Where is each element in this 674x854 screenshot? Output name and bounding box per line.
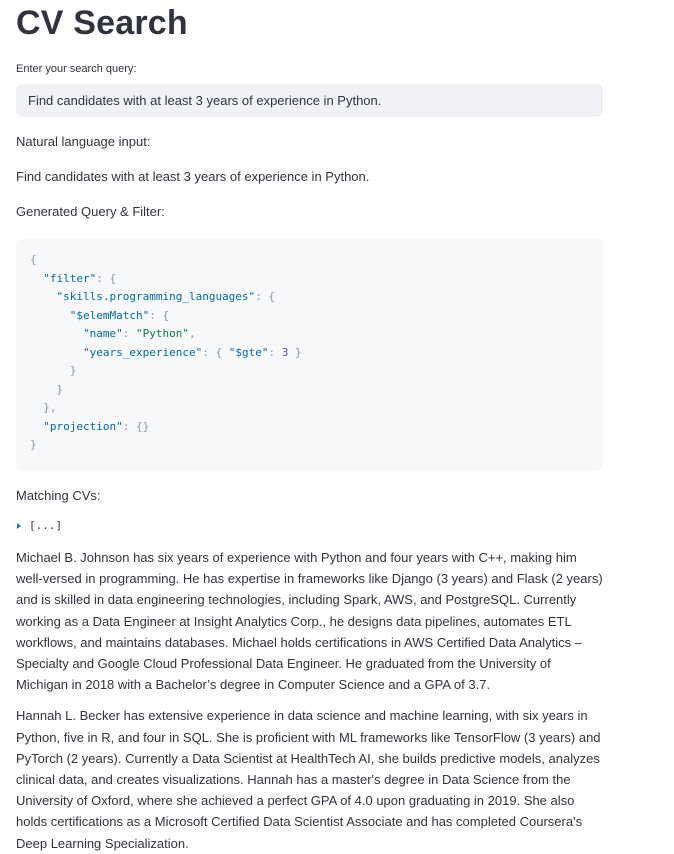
json-key-skills: "skills.programming_languages" [56, 290, 256, 303]
natural-language-text: Find candidates with at least 3 years of experience in Python. [16, 169, 370, 184]
search-query-input[interactable] [16, 84, 603, 117]
cv-summary: Michael B. Johnson has six years of experience with Python and four years with C++, making him well-versed in programming. He has expertise in frameworks like Django (3 years) and Flask (2 years) and is skilled in data engineering technologies, including Spark, AWS, and PostgreSQL. Currently working as a Data Engineer at Insight Analytics Corp., he designs data pipelines, automates ETL workflows, and maintains databases. Michael holds certifications in AWS Certified Data Analytics – Specialty and Google Cloud Professional Data Engineer. He graduated from the University of Michigan in 2018 with a Bachelor’s degree in Computer Science and a GPA of 3.7. [16, 550, 603, 693]
json-key-years: "years_experience" [82, 345, 203, 359]
collapsed-json-text: [...] [29, 519, 63, 532]
matching-cvs-json-expander[interactable] [16, 518, 604, 534]
generated-query-label: Generated Query & Filter: [16, 204, 165, 219]
matching-cvs-label: Matching CVs: [16, 488, 101, 503]
caret-right-icon [17, 523, 21, 529]
json-key-filter: "filter" [43, 271, 97, 285]
main-content [16, 0, 604, 854]
page-title: CV Search [16, 4, 188, 42]
json-value-name: "Python" [135, 327, 189, 340]
generated-query-code-block [16, 239, 603, 471]
generated-query-json: { "filter": { "skills.programming_languages": { "$elemMatch": { "name": "Python", "years_experience": { "$gte": 3 } } } }, "projection": {} } [30, 253, 302, 451]
natural-language-label: Natural language input: [16, 134, 151, 149]
json-key-name: "name" [82, 327, 123, 340]
json-key-projection: "projection" [43, 419, 123, 433]
json-key-elemmatch: "$elemMatch" [69, 308, 150, 322]
json-value-gte: 3 [281, 345, 289, 359]
search-query-label: Enter your search query: [16, 63, 137, 75]
json-key-gte: "$gte" [228, 345, 269, 359]
cv-summary: Hannah L. Becker has extensive experience in data science and machine learning, with six years in Python, five in R, and four in SQL. She is proficient with ML frameworks like TensorFlow (3 years) and PyTorch (2 years). Currently a Data Scientist at HealthTech AI, she builds predictive models, analyzes clinical data, and creates visualizations. Hannah has a master's degree in Data Science from the University of Oxford, where she achieved a perfect GPA of 4.0 upon graduating in 2019. She also holds certifications as a Microsoft Certified Data Scientist Associate and has completed Coursera's Deep Learning Specialization. [16, 708, 601, 851]
